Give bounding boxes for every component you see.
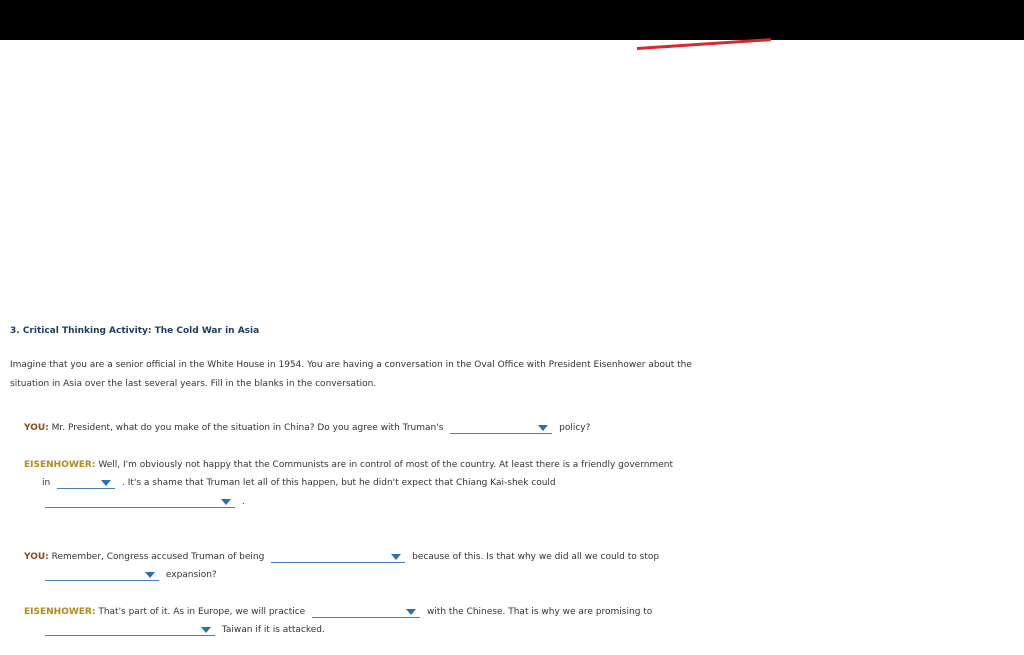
- chevron-down-icon: [145, 572, 155, 578]
- dialogue-text: policy?: [559, 423, 591, 433]
- dialogue-you-2-cont: [41, 568, 217, 582]
- speaker-label: YOU:: [24, 552, 49, 562]
- blank-dropdown-2[interactable]: [57, 476, 115, 489]
- dialogue-text: expansion?: [165, 570, 217, 580]
- dialogue-text: . It's a shame that Truman let all of this happen, but he didn't expect that Chiang Kai-shek could: [121, 478, 556, 488]
- dialogue-text: That's part of it. As in Europe, we will practice: [98, 607, 306, 617]
- dialogue-you-1: [24, 421, 590, 435]
- activity-title: 3. Critical Thinking Activity: The Cold War in Asia: [10, 326, 260, 336]
- chevron-down-icon: [406, 609, 416, 615]
- chevron-down-icon: [201, 627, 211, 633]
- dialogue-eisenhower-2: [24, 605, 652, 619]
- dialogue-eisenhower-1-cont: [42, 476, 556, 490]
- blank-dropdown-4[interactable]: [271, 550, 405, 563]
- dialogue-eisenhower-2-cont: [41, 623, 325, 637]
- chevron-down-icon: [538, 425, 548, 431]
- dialogue-eisenhower-1-end: [41, 495, 245, 509]
- chevron-down-icon: [391, 554, 401, 560]
- dialogue-eisenhower-1: [24, 458, 673, 472]
- speaker-label: EISENHOWER:: [24, 460, 96, 470]
- chevron-down-icon: [101, 480, 111, 486]
- dialogue-text: Remember, Congress accused Truman of being: [51, 552, 265, 562]
- blank-dropdown-6[interactable]: [312, 605, 420, 618]
- dialogue-text: with the Chinese. That is why we are promising to: [426, 607, 653, 617]
- blank-dropdown-7[interactable]: [45, 623, 215, 636]
- chevron-down-icon: [221, 499, 231, 505]
- speaker-label: YOU:: [24, 423, 49, 433]
- blank-dropdown-5[interactable]: [45, 568, 159, 581]
- dialogue-text: .: [241, 497, 245, 507]
- dialogue-text: Well, I'm obviously not happy that the Communists are in control of most of the country. At least there is a friendly government: [98, 460, 673, 470]
- dialogue-text: in: [42, 478, 51, 488]
- activity-instructions: Imagine that you are a senior official in the White House in 1954. You are having a conversation in the Oval Office with President Eisenhower about the situation in Asia over the last several years. Fill in the blanks in the conversation.: [10, 360, 692, 389]
- dialogue-you-2: [24, 550, 659, 564]
- blank-dropdown-1[interactable]: [450, 421, 552, 434]
- top-black-bar: [0, 0, 1024, 40]
- dialogue-text: Mr. President, what do you make of the situation in China? Do you agree with Truman's: [51, 423, 444, 433]
- blank-dropdown-3[interactable]: [45, 495, 235, 508]
- speaker-label: EISENHOWER:: [24, 607, 96, 617]
- dialogue-text: Taiwan if it is attacked.: [221, 625, 325, 635]
- dialogue-text: because of this. Is that why we did all we could to stop: [412, 552, 660, 562]
